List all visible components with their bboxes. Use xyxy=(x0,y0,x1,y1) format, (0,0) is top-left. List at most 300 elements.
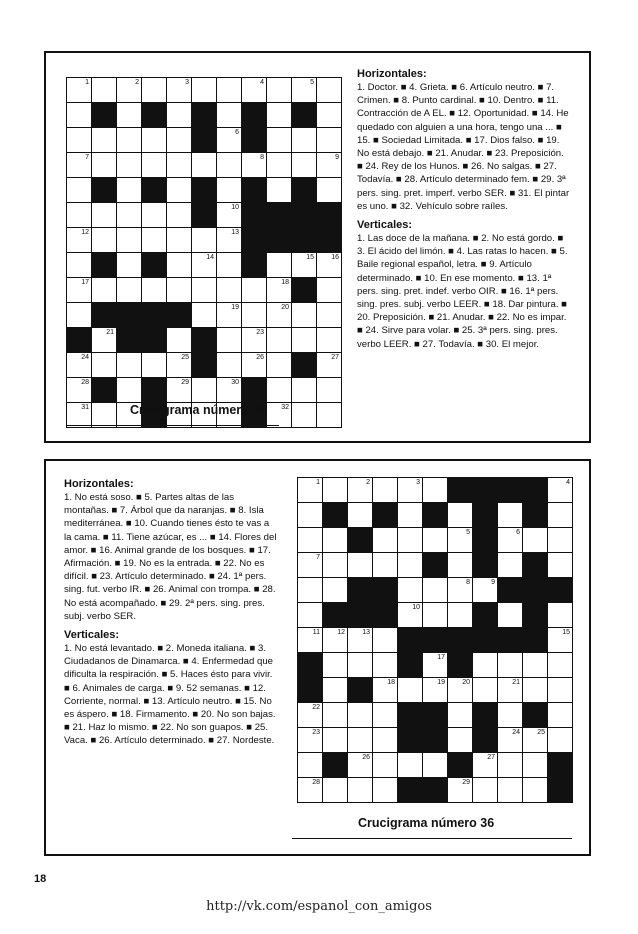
grid-cell xyxy=(92,403,117,428)
clue-number: 9 xyxy=(335,154,339,161)
grid-cell xyxy=(217,128,242,153)
grid-row xyxy=(298,778,573,803)
grid-cell xyxy=(167,178,192,203)
black-cell xyxy=(323,603,348,628)
grid-cell xyxy=(548,728,573,753)
grid-cell xyxy=(298,553,323,578)
black-cell xyxy=(323,753,348,778)
grid-cell xyxy=(92,353,117,378)
grid-cell xyxy=(117,103,142,128)
grid-cell xyxy=(292,153,317,178)
black-cell xyxy=(298,653,323,678)
grid-cell xyxy=(373,753,398,778)
clue-number: 13 xyxy=(231,229,239,236)
grid-cell xyxy=(523,728,548,753)
grid-cell xyxy=(298,728,323,753)
grid-cell xyxy=(373,553,398,578)
grid-cell xyxy=(473,578,498,603)
black-cell xyxy=(92,378,117,403)
grid-cell xyxy=(298,753,323,778)
grid-cell xyxy=(67,153,92,178)
grid-cell xyxy=(292,303,317,328)
grid-cell xyxy=(498,553,523,578)
black-cell xyxy=(523,503,548,528)
black-cell xyxy=(348,678,373,703)
black-cell xyxy=(192,128,217,153)
clue-number: 27 xyxy=(331,354,339,361)
clue-number: 26 xyxy=(362,754,370,761)
grid-cell xyxy=(498,503,523,528)
clue-number: 17 xyxy=(81,279,89,286)
grid-cell xyxy=(548,528,573,553)
grid-cell xyxy=(298,603,323,628)
black-cell xyxy=(398,778,423,803)
black-cell xyxy=(498,578,523,603)
black-cell xyxy=(473,528,498,553)
black-cell xyxy=(267,228,292,253)
clue-number: 3 xyxy=(416,479,420,486)
clue-number: 2 xyxy=(135,79,139,86)
grid-cell xyxy=(423,603,448,628)
clue-number: 29 xyxy=(181,379,189,386)
grid-cell xyxy=(92,128,117,153)
clue-number: 8 xyxy=(260,154,264,161)
grid-cell xyxy=(317,78,342,103)
grid-cell xyxy=(473,778,498,803)
clue-number: 30 xyxy=(231,379,239,386)
black-cell xyxy=(117,328,142,353)
black-cell xyxy=(142,103,167,128)
black-cell xyxy=(398,628,423,653)
black-cell xyxy=(242,253,267,278)
black-cell xyxy=(192,203,217,228)
grid-cell xyxy=(523,678,548,703)
clue-number: 2 xyxy=(366,479,370,486)
black-cell xyxy=(523,603,548,628)
grid-cell xyxy=(192,303,217,328)
grid-cell xyxy=(498,653,523,678)
grid-cell xyxy=(548,503,573,528)
grid-cell xyxy=(323,703,348,728)
clue-number: 5 xyxy=(466,529,470,536)
grid-cell xyxy=(117,78,142,103)
black-cell xyxy=(292,228,317,253)
clue-number: 9 xyxy=(491,579,495,586)
clue-number: 13 xyxy=(362,629,370,636)
grid-cell xyxy=(67,378,92,403)
crossword-35-clues xyxy=(357,68,572,351)
grid-cell xyxy=(398,528,423,553)
clue-number: 26 xyxy=(256,354,264,361)
black-cell xyxy=(348,528,373,553)
clue-number: 28 xyxy=(81,379,89,386)
clue-number: 22 xyxy=(312,704,320,711)
clue-number: 7 xyxy=(316,554,320,561)
crossword-36-rule xyxy=(292,838,572,839)
verticales-heading: Verticales: xyxy=(64,629,120,642)
black-cell xyxy=(423,628,448,653)
grid-cell xyxy=(142,228,167,253)
black-cell xyxy=(398,653,423,678)
black-cell xyxy=(473,603,498,628)
black-cell xyxy=(267,203,292,228)
clue-number: 20 xyxy=(462,679,470,686)
grid-cell xyxy=(298,503,323,528)
black-cell xyxy=(523,628,548,653)
grid-row xyxy=(67,378,342,403)
grid-row xyxy=(298,603,573,628)
clue-number: 24 xyxy=(81,354,89,361)
grid-cell xyxy=(323,653,348,678)
black-cell xyxy=(292,203,317,228)
grid-row xyxy=(67,103,342,128)
black-cell xyxy=(292,103,317,128)
clue-number: 6 xyxy=(516,529,520,536)
clue-number: 10 xyxy=(412,604,420,611)
grid-cell xyxy=(317,378,342,403)
black-cell xyxy=(92,253,117,278)
grid-cell xyxy=(292,128,317,153)
black-cell xyxy=(242,128,267,153)
grid-cell xyxy=(167,103,192,128)
black-cell xyxy=(473,703,498,728)
grid-row xyxy=(298,578,573,603)
grid-cell xyxy=(242,303,267,328)
grid-cell xyxy=(348,728,373,753)
black-cell xyxy=(448,628,473,653)
grid-cell xyxy=(548,703,573,728)
grid-row xyxy=(67,203,342,228)
black-cell xyxy=(92,178,117,203)
grid-row xyxy=(298,753,573,778)
clue-number: 21 xyxy=(106,329,114,336)
black-cell xyxy=(142,328,167,353)
crossword-35-title: Crucigrama número 35 xyxy=(130,403,267,417)
grid-cell xyxy=(142,278,167,303)
grid-cell xyxy=(242,353,267,378)
horizontales-clues: 1. No está soso. ■ 5. Partes altas de las montañas. ■ 7. Árbol que da naranjas. ■ 8. Isla mediterránea. ■ 10. Cuando tienes ésto te vas a la cama. ■ 11. Tiene azúcar, es ... ■ 14. Flores del amor. ■ 16. Animal grande de los bosques. ■ 17. Afirmación. ■ 19. No es la entrada. ■ 22. No es difícil. ■ 23. Artículo determinado. ■ 24. 1ª pers. sing. fut. verbo IR. ■ 26. Animal con trompa. ■ 28. No está acompañado. ■ 29. 2ª pers. sing. pres. subj. verbo SER. xyxy=(64,492,277,622)
black-cell xyxy=(473,503,498,528)
grid-cell xyxy=(142,78,167,103)
grid-cell xyxy=(92,153,117,178)
clue-number: 20 xyxy=(281,304,289,311)
grid-cell xyxy=(92,328,117,353)
grid-cell xyxy=(348,653,373,678)
grid-cell xyxy=(498,528,523,553)
clue-number: 12 xyxy=(337,629,345,636)
black-cell xyxy=(242,378,267,403)
black-cell xyxy=(373,578,398,603)
crossword-36-clues xyxy=(64,478,279,748)
grid-cell xyxy=(67,303,92,328)
grid-cell xyxy=(217,253,242,278)
grid-cell xyxy=(448,678,473,703)
grid-cell xyxy=(317,253,342,278)
grid-cell xyxy=(323,628,348,653)
grid-cell xyxy=(398,678,423,703)
clue-number: 17 xyxy=(437,654,445,661)
grid-row xyxy=(298,728,573,753)
black-cell xyxy=(448,653,473,678)
grid-cell xyxy=(398,753,423,778)
grid-cell xyxy=(192,378,217,403)
crossword-35-rule xyxy=(66,425,279,426)
black-cell xyxy=(473,728,498,753)
clue-number: 18 xyxy=(387,679,395,686)
grid-cell xyxy=(192,153,217,178)
grid-cell xyxy=(498,703,523,728)
grid-cell xyxy=(423,653,448,678)
grid-cell xyxy=(192,278,217,303)
clue-number: 1 xyxy=(85,79,89,86)
grid-cell xyxy=(523,753,548,778)
clue-number: 19 xyxy=(231,304,239,311)
grid-cell xyxy=(317,328,342,353)
grid-cell xyxy=(67,178,92,203)
grid-cell xyxy=(267,328,292,353)
grid-cell xyxy=(373,703,398,728)
clue-number: 23 xyxy=(256,329,264,336)
grid-cell xyxy=(317,153,342,178)
grid-cell xyxy=(117,253,142,278)
grid-cell xyxy=(523,778,548,803)
crossword-35-grid xyxy=(66,77,342,428)
grid-cell xyxy=(348,753,373,778)
grid-cell xyxy=(167,228,192,253)
grid-row xyxy=(67,153,342,178)
grid-cell xyxy=(373,653,398,678)
grid-cell xyxy=(317,178,342,203)
grid-cell xyxy=(317,303,342,328)
grid-row xyxy=(298,628,573,653)
black-cell xyxy=(317,228,342,253)
black-cell xyxy=(473,628,498,653)
grid-cell xyxy=(267,103,292,128)
grid-cell xyxy=(423,478,448,503)
verticales-clues: 1. No está levantado. ■ 2. Moneda italiana. ■ 3. Ciudadanos de Dinamarca. ■ 4. Enfermedad que dificulta la respiración. ■ 5. Haces ésto para vivir. ■ 6. Animales de carga. ■ 9. 52 semanas. ■ 12. Corriente, normal. ■ 13. Artículo neutro. ■ 15. No es áspero. ■ 18. Firmamento. ■ 20. No son bajas. ■ 21. Haz lo mismo. ■ 22. No son guapos. ■ 25. Vaca. ■ 26. Artículo determinado. ■ 27. Nordeste. xyxy=(64,643,276,747)
grid-cell xyxy=(298,703,323,728)
grid-cell xyxy=(548,678,573,703)
clue-number: 19 xyxy=(437,679,445,686)
black-cell xyxy=(523,578,548,603)
clue-number: 6 xyxy=(235,129,239,136)
black-cell xyxy=(423,553,448,578)
grid-cell xyxy=(498,603,523,628)
grid-cell xyxy=(142,153,167,178)
grid-row xyxy=(298,553,573,578)
black-cell xyxy=(473,553,498,578)
black-cell xyxy=(548,578,573,603)
black-cell xyxy=(423,778,448,803)
grid-cell xyxy=(423,578,448,603)
clue-number: 18 xyxy=(281,279,289,286)
black-cell xyxy=(292,353,317,378)
grid-cell xyxy=(167,203,192,228)
grid-cell xyxy=(298,778,323,803)
horizontales-clues: 1. Doctor. ■ 4. Grieta. ■ 6. Artículo neutro. ■ 7. Crimen. ■ 8. Punto cardinal. ■ 10. Dentro. ■ 11. Contracción de A EL. ■ 12. Oportunidad. ■ 14. He quedado con alguien a una hora, tengo una ... ■ 15. ■ Sociedad Limitada. ■ 17. Dios falso. ■ 19. No está debajo. ■ 21. Anudar. ■ 23. Preposición. ■ 24. Rey de los Hunos. ■ 26. No salgas. ■ 27. Todavía. ■ 28. Artículo determinado fem. ■ 29. 3ª pers. sing. pret. imperf. verbo SER. ■ 31. El pintar es uno. ■ 32. Vehículo sobre raíles. xyxy=(357,82,570,212)
grid-cell xyxy=(323,728,348,753)
black-cell xyxy=(242,203,267,228)
grid-cell xyxy=(348,703,373,728)
black-cell xyxy=(192,353,217,378)
grid-cell xyxy=(423,528,448,553)
grid-cell xyxy=(448,503,473,528)
grid-cell xyxy=(448,578,473,603)
grid-cell xyxy=(217,303,242,328)
grid-cell xyxy=(398,553,423,578)
grid-cell xyxy=(67,78,92,103)
grid-cell xyxy=(448,778,473,803)
grid-cell xyxy=(267,253,292,278)
black-cell xyxy=(398,703,423,728)
grid-cell xyxy=(117,128,142,153)
grid-cell xyxy=(348,553,373,578)
grid-cell xyxy=(292,253,317,278)
clue-number: 1 xyxy=(316,479,320,486)
grid-cell xyxy=(448,603,473,628)
grid-cell xyxy=(498,753,523,778)
black-cell xyxy=(292,278,317,303)
grid-cell xyxy=(192,228,217,253)
grid-cell xyxy=(192,253,217,278)
grid-cell xyxy=(92,78,117,103)
grid-cell xyxy=(242,153,267,178)
grid-cell xyxy=(117,178,142,203)
black-cell xyxy=(242,228,267,253)
grid-row xyxy=(67,303,342,328)
grid-cell xyxy=(67,353,92,378)
black-cell xyxy=(373,603,398,628)
grid-cell xyxy=(217,78,242,103)
black-cell xyxy=(142,178,167,203)
grid-cell xyxy=(267,78,292,103)
grid-cell xyxy=(473,678,498,703)
clue-number: 16 xyxy=(331,254,339,261)
black-cell xyxy=(498,478,523,503)
black-cell xyxy=(498,628,523,653)
grid-cell xyxy=(398,578,423,603)
black-cell xyxy=(142,253,167,278)
grid-cell xyxy=(548,478,573,503)
grid-cell xyxy=(67,228,92,253)
crossword-36-grid xyxy=(297,477,573,803)
clue-number: 29 xyxy=(462,779,470,786)
clue-number: 32 xyxy=(281,404,289,411)
grid-cell xyxy=(448,553,473,578)
black-cell xyxy=(192,103,217,128)
grid-row xyxy=(67,328,342,353)
clue-number: 25 xyxy=(537,729,545,736)
grid-cell xyxy=(67,128,92,153)
grid-cell xyxy=(317,403,342,428)
grid-cell xyxy=(217,153,242,178)
grid-cell xyxy=(267,378,292,403)
black-cell xyxy=(448,753,473,778)
grid-cell xyxy=(323,578,348,603)
grid-cell xyxy=(217,178,242,203)
grid-cell xyxy=(548,553,573,578)
clue-number: 27 xyxy=(487,754,495,761)
grid-cell xyxy=(167,78,192,103)
grid-cell xyxy=(142,353,167,378)
clue-number: 4 xyxy=(260,79,264,86)
clue-number: 12 xyxy=(81,229,89,236)
clue-number: 14 xyxy=(206,254,214,261)
black-cell xyxy=(373,503,398,528)
verticales-heading: Verticales: xyxy=(357,219,413,232)
black-cell xyxy=(298,678,323,703)
grid-cell xyxy=(217,278,242,303)
grid-cell xyxy=(292,403,317,428)
grid-cell xyxy=(373,678,398,703)
grid-cell xyxy=(323,478,348,503)
grid-cell xyxy=(423,753,448,778)
grid-cell xyxy=(217,103,242,128)
grid-cell xyxy=(373,628,398,653)
grid-cell xyxy=(117,378,142,403)
grid-cell xyxy=(142,203,167,228)
grid-cell xyxy=(317,353,342,378)
black-cell xyxy=(67,328,92,353)
black-cell xyxy=(523,553,548,578)
grid-cell xyxy=(473,653,498,678)
black-cell xyxy=(548,753,573,778)
grid-cell xyxy=(67,403,92,428)
grid-cell xyxy=(398,478,423,503)
grid-row xyxy=(298,653,573,678)
grid-row xyxy=(298,478,573,503)
black-cell xyxy=(523,703,548,728)
grid-cell xyxy=(117,153,142,178)
clue-number: 21 xyxy=(512,679,520,686)
grid-cell xyxy=(473,753,498,778)
black-cell xyxy=(142,303,167,328)
grid-cell xyxy=(217,328,242,353)
clue-number: 28 xyxy=(312,779,320,786)
grid-cell xyxy=(92,278,117,303)
clue-number: 24 xyxy=(512,729,520,736)
black-cell xyxy=(92,303,117,328)
black-cell xyxy=(448,478,473,503)
clue-number: 10 xyxy=(231,204,239,211)
grid-cell xyxy=(92,203,117,228)
grid-cell xyxy=(373,478,398,503)
black-cell xyxy=(292,178,317,203)
grid-row xyxy=(67,128,342,153)
grid-cell xyxy=(117,228,142,253)
black-cell xyxy=(192,178,217,203)
grid-cell xyxy=(67,253,92,278)
grid-cell xyxy=(317,278,342,303)
clue-number: 15 xyxy=(562,629,570,636)
clue-number: 11 xyxy=(312,629,320,636)
grid-cell xyxy=(167,353,192,378)
grid-cell xyxy=(398,603,423,628)
grid-cell xyxy=(167,128,192,153)
black-cell xyxy=(423,728,448,753)
grid-cell xyxy=(242,78,267,103)
grid-cell xyxy=(323,778,348,803)
grid-cell xyxy=(117,278,142,303)
black-cell xyxy=(473,478,498,503)
grid-cell xyxy=(117,203,142,228)
black-cell xyxy=(348,578,373,603)
black-cell xyxy=(398,728,423,753)
grid-cell xyxy=(117,353,142,378)
grid-cell xyxy=(317,103,342,128)
grid-cell xyxy=(67,203,92,228)
grid-cell xyxy=(267,353,292,378)
